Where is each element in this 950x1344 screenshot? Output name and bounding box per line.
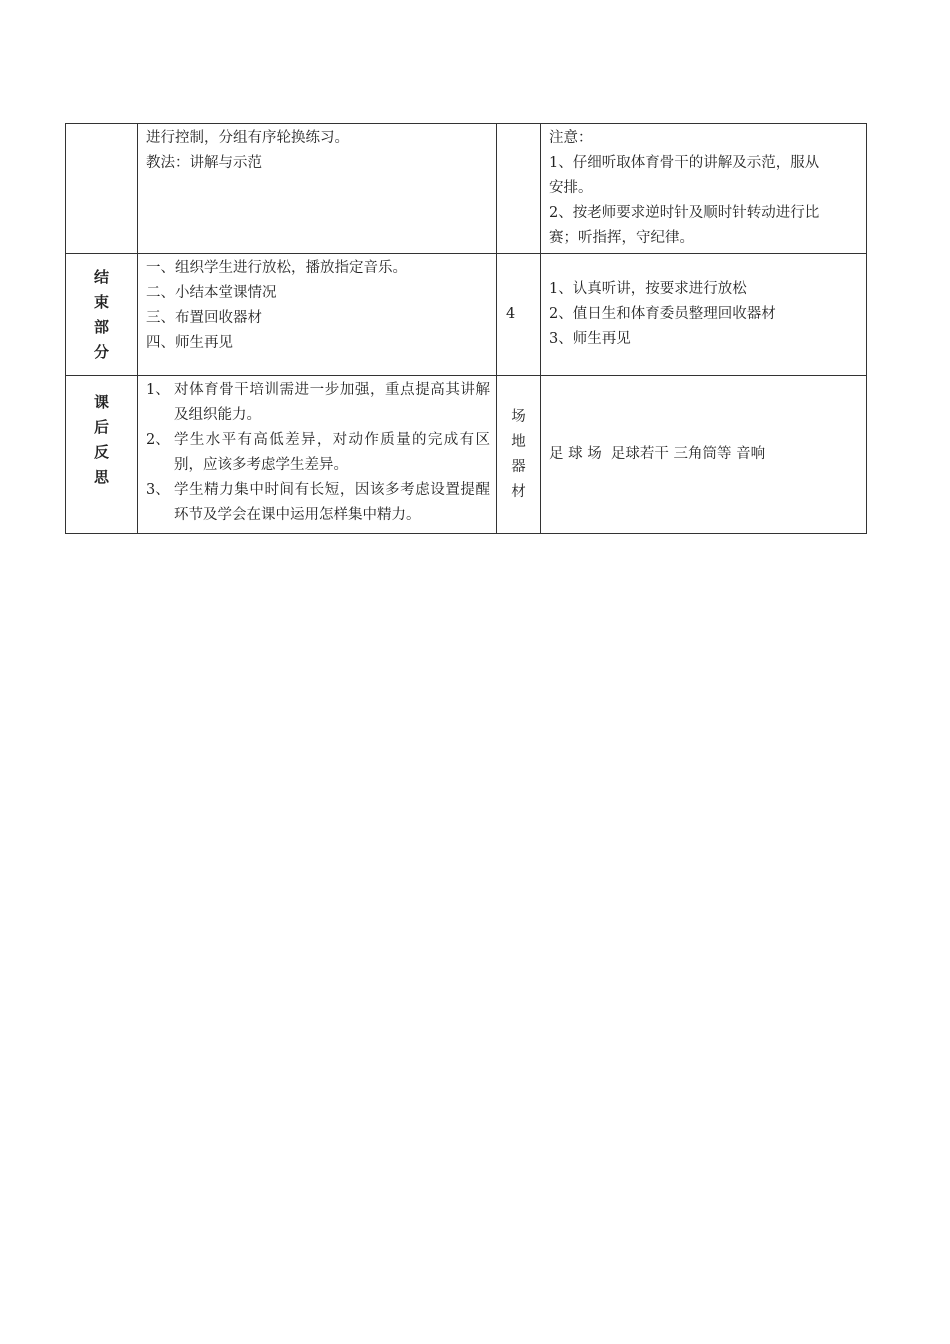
time-cell	[497, 124, 541, 254]
content-line: 一、组织学生进行放松，播放指定音乐。	[146, 260, 407, 276]
equipment-label-char: 场	[511, 408, 526, 425]
content-line: 二、小结本堂课情况	[146, 285, 277, 301]
notes-cell	[541, 254, 867, 376]
notes-cell	[541, 124, 867, 254]
list-item-number: 3、	[146, 482, 170, 498]
section-label-char: 结	[93, 267, 109, 286]
equipment-label-char: 器	[511, 458, 526, 475]
section-label-char: 反	[93, 443, 109, 461]
section-label-cell	[66, 376, 138, 534]
time-value: 4	[506, 306, 516, 322]
content-line: 进行控制，分组有序轮换练习。	[146, 130, 349, 146]
content-cell	[138, 124, 497, 254]
section-label-char: 后	[93, 418, 109, 436]
list-item	[146, 428, 490, 478]
equipment-cell	[541, 376, 867, 534]
note-line: 1、认真听讲，按要求进行放松	[549, 281, 747, 297]
table-row	[66, 254, 867, 376]
table-row	[66, 124, 867, 254]
section-label-char: 部	[93, 317, 109, 336]
list-item	[146, 378, 490, 428]
note-line: 2、值日生和体育委员整理回收器材	[549, 306, 776, 322]
section-label-char: 思	[93, 468, 109, 486]
note-line: 安排。	[549, 180, 593, 196]
note-line: 1、仔细听取体育骨干的讲解及示范，服从	[549, 155, 820, 171]
section-label-char: 束	[93, 292, 109, 311]
note-line: 赛；听指挥，守纪律。	[549, 230, 694, 246]
time-cell	[497, 254, 541, 376]
table-row	[66, 376, 867, 534]
equipment-label-cell	[497, 376, 541, 534]
note-line: 2、按老师要求逆时针及顺时针转动进行比	[549, 205, 820, 221]
equipment-label-char: 地	[511, 433, 526, 450]
list-item-text: 对体育骨干培训需进一步加强，重点提高其讲解及组织能力。	[174, 382, 490, 423]
equipment-text: 足 球 场 足球若干 三角筒等 音响	[549, 446, 766, 462]
section-label-cell	[66, 254, 138, 376]
list-item	[146, 478, 490, 528]
lesson-plan-table	[65, 123, 867, 534]
reflection-cell	[138, 376, 497, 534]
equipment-label-char: 材	[511, 483, 526, 500]
list-item-number: 2、	[146, 432, 170, 448]
content-cell	[138, 254, 497, 376]
section-label-char: 分	[93, 342, 109, 361]
content-line: 四、师生再见	[146, 335, 233, 351]
content-line: 三、布置回收器材	[146, 310, 262, 326]
list-item-text: 学生精力集中时间有长短，因该多考虑设置提醒环节及学会在课中运用怎样集中精力。	[174, 482, 490, 523]
note-line: 注意：	[549, 130, 593, 146]
content-line: 教法：讲解与示范	[146, 155, 262, 171]
note-line: 3、师生再见	[549, 331, 631, 347]
section-label-cell	[66, 124, 138, 254]
section-label-char: 课	[93, 393, 109, 411]
list-item-text: 学生水平有高低差异，对动作质量的完成有区别，应该多考虑学生差异。	[174, 432, 490, 473]
list-item-number: 1、	[146, 382, 170, 398]
